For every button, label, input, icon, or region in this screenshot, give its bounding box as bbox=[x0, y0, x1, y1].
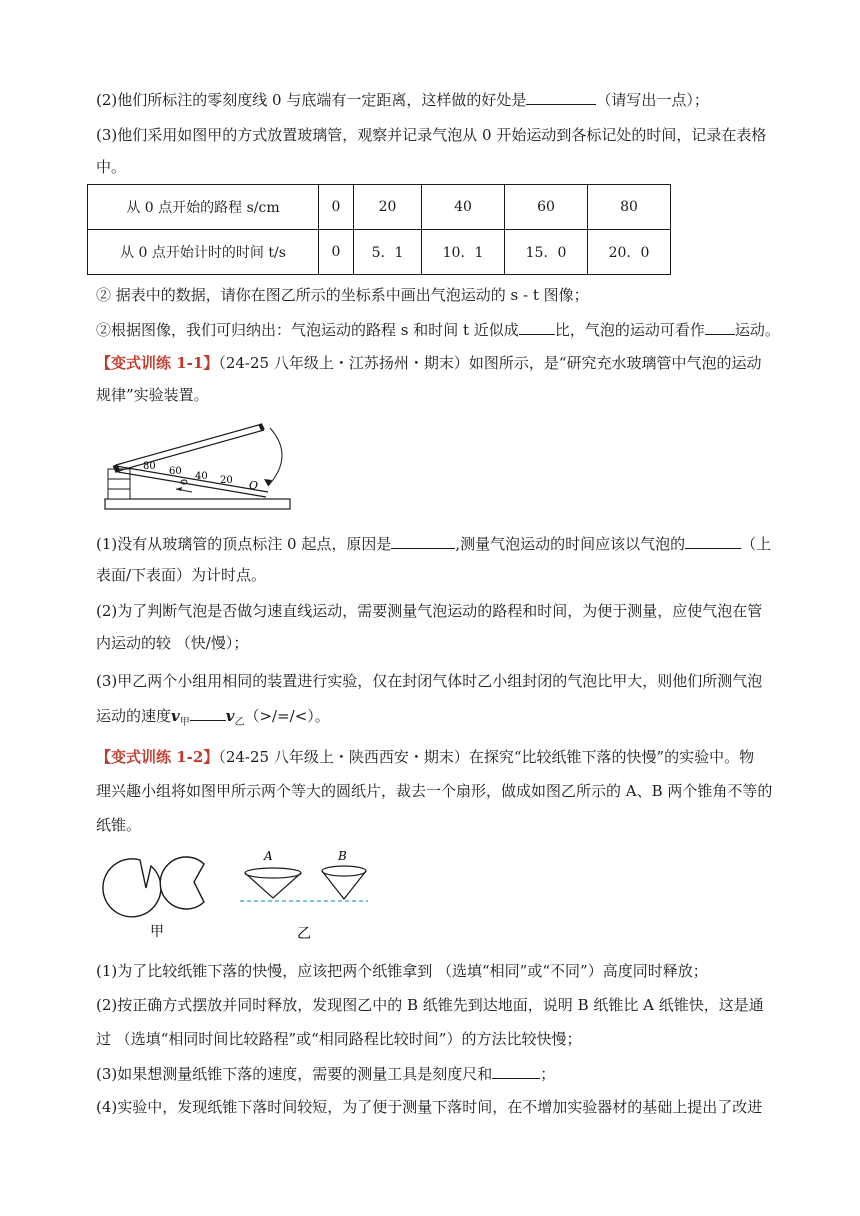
row-label-time: 从 0 点开始计时的时间 t/s bbox=[88, 230, 319, 275]
answer-blank[interactable] bbox=[492, 1062, 540, 1079]
question-part-3: (3)他们采用如图甲的方式放置玻璃管，观察并记录气泡从 0 开始运动到各标记处的时间，记录在表格 bbox=[96, 126, 767, 144]
scale-label: 20 bbox=[220, 475, 233, 486]
table-cell: 5．1 bbox=[354, 230, 422, 275]
question-part-3-cont: 中。 bbox=[96, 158, 127, 176]
cone-a-label: A bbox=[264, 849, 273, 863]
ex12-q4: (4)实验中，发现纸锥下落时间较短，为了便于测量下落时间，在不增加实验器材的基础上提出了改进 bbox=[96, 1098, 763, 1116]
table-cell: 20．0 bbox=[588, 230, 671, 275]
base-board bbox=[105, 499, 290, 509]
answer-blank[interactable] bbox=[705, 318, 735, 335]
glass-tube-raised bbox=[116, 424, 264, 471]
cone-a-rim bbox=[245, 868, 301, 878]
table-cell: 60 bbox=[505, 185, 588, 230]
answer-blank[interactable] bbox=[190, 704, 226, 721]
answer-blank[interactable] bbox=[519, 318, 555, 335]
table-cell: 0 bbox=[319, 185, 354, 230]
ex11-q2: (2)为了判断气泡是否做匀速直线运动，需要测量气泡运动的路程和时间，为便于测量，应使气泡在管 bbox=[96, 602, 763, 620]
ex12-q3: (3)如果想测量纸锥下落的速度，需要的测量工具是刻度尺和 ； bbox=[96, 1062, 776, 1085]
exercise-1-2-intro-cont2: 纸锥。 bbox=[96, 816, 142, 834]
ex11-q3: (3)甲乙两个小组用相同的装置进行实验，仅在封闭气体时乙小组封闭的气泡比甲大，则他们所测气泡 bbox=[96, 672, 763, 690]
ex11-q1-cont: 表面/下表面）为计时点。 bbox=[96, 566, 267, 584]
row-label-distance: 从 0 点开始的路程 s/cm bbox=[88, 185, 319, 230]
sub-question-2: ②根据图像，我们可归纳出：气泡运动的路程 s 和时间 t 近似成 比，气泡的运动可看作 运动。 bbox=[96, 318, 776, 341]
table-cell: 0 bbox=[319, 230, 354, 275]
arrow-head bbox=[176, 487, 182, 491]
ex12-q2-cont: 过 （选填“相同时间比较路程”或“相同路程比较时间”）的方法比较快慢； bbox=[96, 1030, 582, 1048]
scale-label: 80 bbox=[143, 461, 156, 472]
sub-question-1: ② 据表中的数据，请你在图乙所示的坐标系中画出气泡运动的 s - t 图像； bbox=[96, 286, 589, 304]
exercise-1-2-intro: 【变式训练 1-2】（24-25 八年级上・陕西西安・期末）在探究“比较纸锥下落的快慢”的实验中。物 bbox=[96, 748, 755, 766]
zero-label: O bbox=[249, 479, 259, 492]
table-cell: 20 bbox=[354, 185, 422, 230]
ex12-q1: (1)为了比较纸锥下落的快慢，应该把两个纸锥拿到 （选填“相同”或“不同”）高度同时释放； bbox=[96, 962, 708, 980]
support-block bbox=[108, 489, 130, 499]
exercise-1-1-intro: 【变式训练 1-1】（24-25 八年级上・江苏扬州・期末）如图所示，是“研究充水玻璃管中气泡的运动 bbox=[96, 354, 762, 372]
exercise-1-2-intro-cont: 理兴趣小组将如图甲所示两个等大的圆纸片，裁去一个扇形，做成如图乙所示的 A、B 两个锥角不等的 bbox=[96, 782, 773, 800]
ex12-q2: (2)按正确方式摆放并同时释放，发现图乙中的 B 纸锥先到达地面，说明 B 纸锥比 A 纸锥快，这是通 bbox=[96, 996, 764, 1014]
cone-b-label: B bbox=[338, 849, 347, 863]
answer-blank[interactable] bbox=[685, 532, 741, 549]
scale-label: 60 bbox=[169, 466, 182, 477]
exercise-tag: 【变式训练 1-2】 bbox=[96, 748, 219, 766]
figure-caption-jia: 甲 bbox=[150, 924, 164, 940]
table-cell: 15．0 bbox=[505, 230, 588, 275]
tube-apparatus-figure bbox=[100, 416, 300, 516]
table-row bbox=[88, 185, 671, 230]
support-block bbox=[108, 479, 130, 489]
table-cell: 40 bbox=[422, 185, 505, 230]
exercise-tag: 【变式训练 1-1】 bbox=[96, 354, 219, 372]
exercise-1-1-intro-cont: 规律”实验装置。 bbox=[96, 386, 209, 404]
table-cell: 10．1 bbox=[422, 230, 505, 275]
paper-disc-b bbox=[160, 857, 204, 909]
ex11-q1: (1)没有从玻璃管的顶点标注 0 起点，原因是 ,测量气泡运动的时间应该以气泡的 （上 bbox=[96, 532, 776, 555]
cone-b-rim bbox=[322, 866, 366, 876]
ex11-q3-cont: 运动的速度$v_甲$ $v_乙(>/=/<)$。 bbox=[96, 704, 776, 734]
table-row bbox=[88, 230, 671, 275]
data-table bbox=[87, 184, 671, 275]
ex11-q2-cont: 内运动的较 （快/慢）； bbox=[96, 634, 249, 652]
table-cell: 80 bbox=[588, 185, 671, 230]
paper-disc-a bbox=[103, 859, 161, 917]
figure-caption-yi: 乙 bbox=[297, 926, 311, 942]
answer-blank[interactable] bbox=[391, 532, 455, 549]
paper-cone-figure bbox=[90, 846, 370, 946]
question-part-2: (2)他们所标注的零刻度线 0 与底端有一定距离，这样做的好处是 （请写出一点）； bbox=[96, 88, 776, 111]
rotation-arrow bbox=[268, 428, 282, 486]
scale-label: 40 bbox=[195, 471, 208, 482]
answer-blank[interactable] bbox=[526, 88, 596, 105]
